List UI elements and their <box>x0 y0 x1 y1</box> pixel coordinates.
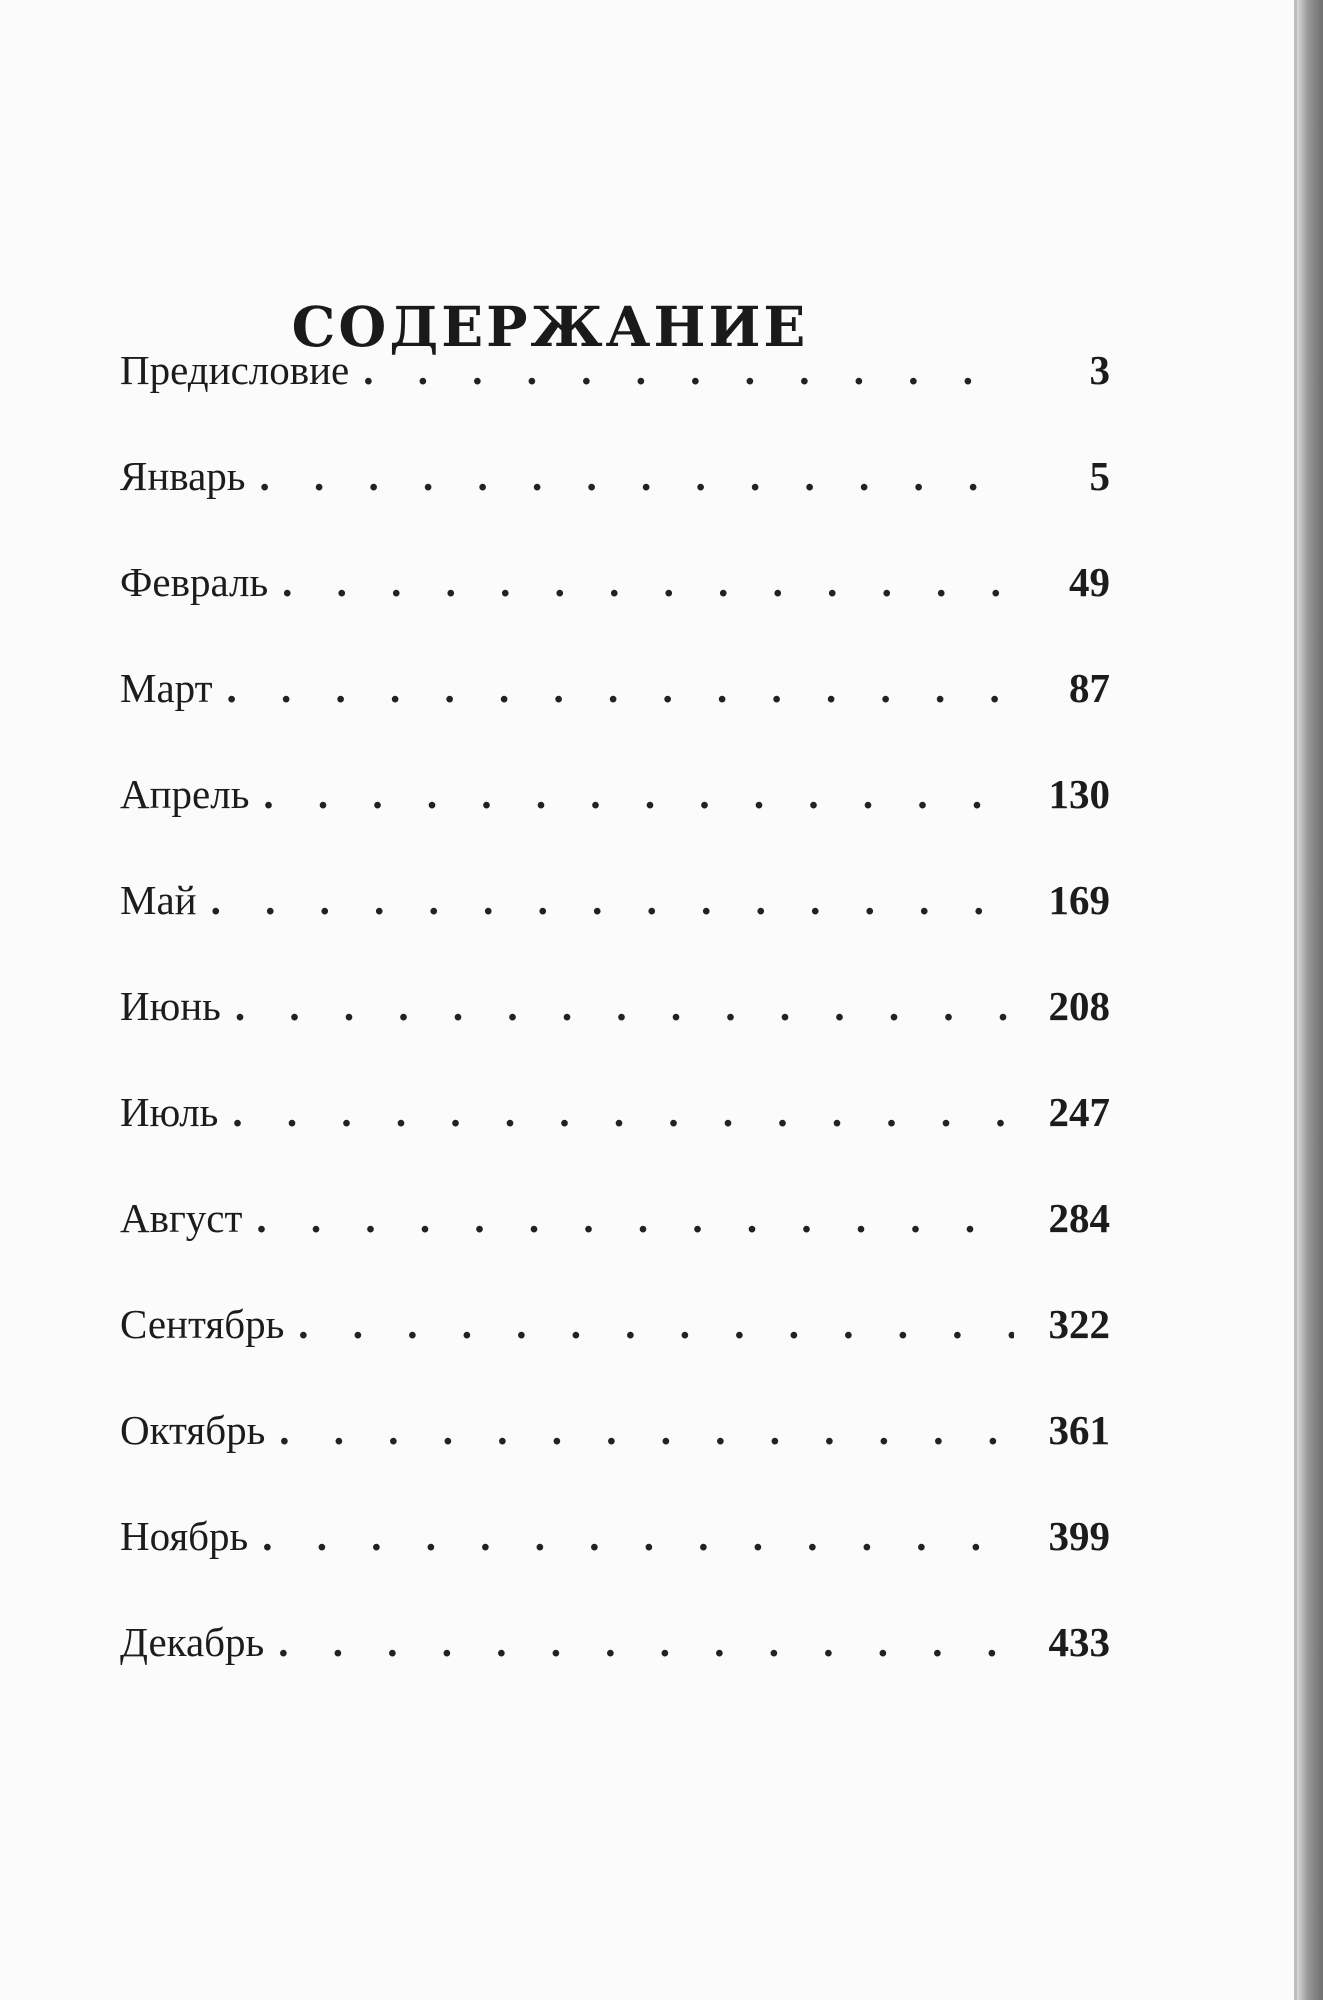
toc-entry <box>120 1512 1110 1618</box>
page-edge-shadow <box>1297 0 1323 2000</box>
table-of-contents <box>120 346 1110 1724</box>
toc-dot-leader <box>232 1088 1014 1136</box>
toc-entry <box>120 876 1110 982</box>
toc-entry-page: 208 <box>1048 983 1110 1029</box>
toc-entry-page: 169 <box>1048 877 1110 923</box>
toc-dot-leader <box>235 982 1014 1030</box>
toc-entry-page: 284 <box>1048 1195 1110 1241</box>
toc-dot-leader <box>263 770 1014 818</box>
toc-entry <box>120 1406 1110 1512</box>
toc-dot-leader <box>262 1512 1014 1560</box>
toc-dot-leader <box>211 876 1014 924</box>
toc-entry <box>120 558 1110 664</box>
toc-entry-page: 399 <box>1048 1513 1110 1559</box>
toc-entry-label: Июнь <box>120 983 221 1029</box>
toc-entry-label: Август <box>120 1195 243 1241</box>
toc-entry-label: Октябрь <box>120 1407 266 1453</box>
toc-entry <box>120 1300 1110 1406</box>
toc-entry-page: 361 <box>1048 1407 1110 1453</box>
toc-entry-label: Май <box>120 877 197 923</box>
toc-entry-label: Предисловие <box>120 347 350 393</box>
toc-entry-label: Апрель <box>120 771 250 817</box>
page-title: содержание <box>291 274 809 366</box>
toc-entry <box>120 1194 1110 1300</box>
toc-dot-leader <box>227 664 1014 712</box>
toc-entry-label: Сентябрь <box>120 1301 285 1347</box>
toc-entry <box>120 664 1110 770</box>
toc-entry-label: Ноябрь <box>120 1513 249 1559</box>
toc-dot-leader <box>256 1194 1014 1242</box>
toc-entry-label: Декабрь <box>120 1619 265 1665</box>
toc-dot-leader <box>298 1300 1014 1348</box>
toc-dot-leader <box>278 1618 1014 1666</box>
toc-entry-page: 130 <box>1048 771 1110 817</box>
toc-dot-leader <box>282 558 1014 606</box>
toc-entry-label: Январь <box>120 453 246 499</box>
toc-entry-page: 322 <box>1048 1301 1110 1347</box>
toc-entry-page: 247 <box>1048 1089 1110 1135</box>
toc-entry-label: Март <box>120 665 213 711</box>
toc-entry <box>120 1088 1110 1194</box>
toc-entry-page: 5 <box>1089 453 1110 499</box>
toc-dot-leader <box>363 346 1014 394</box>
toc-entry-page: 3 <box>1089 347 1110 393</box>
toc-entry-page: 87 <box>1069 665 1110 711</box>
toc-entry <box>120 452 1110 558</box>
toc-entry <box>120 1618 1110 1724</box>
toc-dot-leader <box>279 1406 1014 1454</box>
toc-entry-page: 433 <box>1048 1619 1110 1665</box>
toc-entry <box>120 770 1110 876</box>
toc-entry <box>120 982 1110 1088</box>
toc-entry-label: Июль <box>120 1089 219 1135</box>
toc-entry-page: 49 <box>1069 559 1110 605</box>
toc-dot-leader <box>260 452 1014 500</box>
toc-entry <box>120 346 1110 452</box>
toc-entry-label: Февраль <box>120 559 269 605</box>
